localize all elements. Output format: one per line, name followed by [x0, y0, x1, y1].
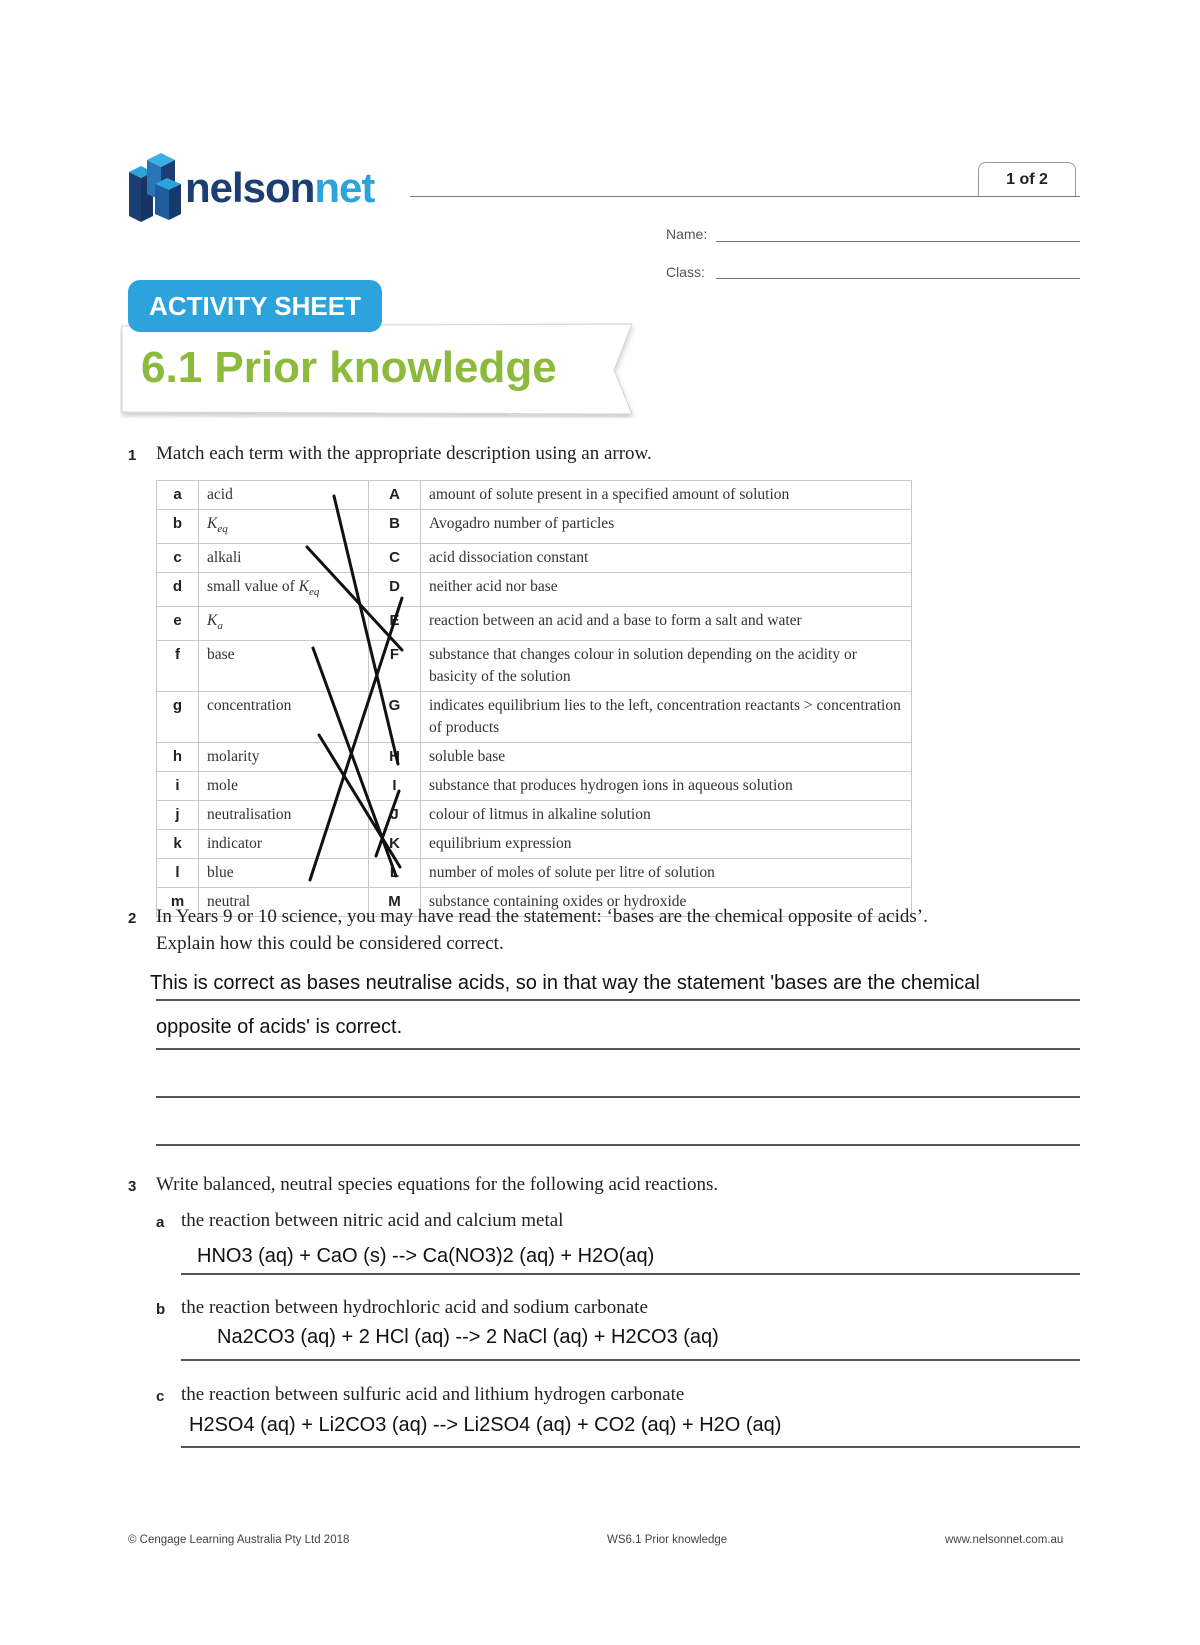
- term-letter: m: [157, 888, 199, 917]
- description-text: Avogadro number of particles: [421, 510, 912, 544]
- description-letter: L: [369, 859, 421, 888]
- match-row: [157, 830, 912, 859]
- term-text: [199, 573, 369, 607]
- term-label: alkali: [207, 549, 242, 567]
- term-text: [199, 859, 369, 888]
- description-text: number of moles of solute per litre of solution: [421, 859, 912, 888]
- class-label: Class:: [666, 264, 705, 280]
- answer-line: [181, 1273, 1080, 1275]
- description-letter: C: [369, 544, 421, 573]
- description-text: soluble base: [421, 743, 912, 772]
- term-label: K: [207, 515, 218, 532]
- term-label: acid: [207, 486, 233, 503]
- match-row: [157, 573, 912, 607]
- match-row: [157, 544, 912, 573]
- term-letter: b: [157, 510, 199, 544]
- logo-text-part1: nelson: [185, 164, 315, 211]
- answer-line: [156, 1096, 1080, 1098]
- q3c-answer[interactable]: H2SO4 (aq) + Li2CO3 (aq) --> Li2SO4 (aq) + CO2 (aq) + H2O (aq): [189, 1414, 782, 1436]
- description-text: neither acid nor base: [421, 573, 912, 607]
- term-label: neutralisation: [207, 806, 292, 824]
- term-label: concentration: [207, 697, 292, 715]
- description-letter: J: [369, 801, 421, 830]
- class-field[interactable]: [716, 278, 1080, 279]
- term-subscript: a: [217, 620, 223, 633]
- match-row: [157, 859, 912, 888]
- description-text: reaction between an acid and a base to form a salt and water: [421, 607, 912, 641]
- q3a-letter: a: [156, 1214, 165, 1231]
- match-row: [157, 481, 912, 510]
- match-row: [157, 607, 912, 641]
- answer-line: [156, 1144, 1080, 1146]
- term-text: [199, 801, 369, 830]
- match-row: [157, 641, 912, 692]
- footer-website-link[interactable]: www.nelsonnet.com.au: [945, 1534, 1064, 1546]
- description-text: equilibrium expression: [421, 830, 912, 859]
- q3b-answer[interactable]: Na2CO3 (aq) + 2 HCl (aq) --> 2 NaCl (aq) + H2CO3 (aq): [217, 1326, 719, 1348]
- term-label: indicator: [207, 835, 263, 853]
- term-label: base: [207, 646, 235, 664]
- match-row: [157, 772, 912, 801]
- term-text: [199, 692, 369, 743]
- term-label: K: [207, 612, 218, 630]
- term-letter: c: [157, 544, 199, 573]
- answer-line: [156, 999, 1080, 1001]
- q2-number: 2: [128, 910, 137, 927]
- q3b-prompt: the reaction between hydrochloric acid and sodium carbonate: [181, 1297, 648, 1318]
- match-row: [157, 510, 912, 544]
- logo-text-part2: net: [314, 164, 375, 211]
- term-letter: a: [157, 481, 199, 510]
- description-text: substance containing oxides or hydroxide: [421, 888, 912, 917]
- description-letter: E: [369, 607, 421, 641]
- nelsonnet-logo-text: [185, 166, 374, 210]
- term-text: [199, 641, 369, 692]
- matching-table: [156, 480, 912, 917]
- description-text: indicates equilibrium lies to the left, concentration reactants > concentration of products: [421, 692, 912, 743]
- description-text: amount of solute present in a specified amount of solution: [421, 481, 912, 510]
- term-text: [199, 481, 369, 510]
- description-letter: K: [369, 830, 421, 859]
- description-text: acid dissociation constant: [421, 544, 912, 573]
- term-letter: g: [157, 692, 199, 743]
- nelsonnet-logo-icon: [127, 150, 183, 222]
- q1-number: 1: [128, 447, 137, 464]
- header-rule: [410, 196, 1080, 197]
- term-label: neutral: [207, 893, 251, 911]
- description-text: substance that produces hydrogen ions in aqueous solution: [421, 772, 912, 801]
- term-text: [199, 607, 369, 641]
- description-letter: G: [369, 692, 421, 743]
- match-row: [157, 743, 912, 772]
- term-text: [199, 830, 369, 859]
- term-letter: f: [157, 641, 199, 692]
- term-letter: j: [157, 801, 199, 830]
- answer-line: [181, 1446, 1080, 1448]
- q3b-letter: b: [156, 1301, 166, 1318]
- q3a-answer[interactable]: HNO3 (aq) + CaO (s) --> Ca(NO3)2 (aq) + H2O(aq): [197, 1245, 655, 1267]
- term-letter: h: [157, 743, 199, 772]
- term-text: [199, 743, 369, 772]
- term-letter: d: [157, 573, 199, 607]
- term-letter: i: [157, 772, 199, 801]
- term-subscript: eq: [217, 523, 228, 536]
- page-title: 6.1 Prior knowledge: [141, 343, 557, 392]
- footer-copyright: © Cengage Learning Australia Pty Ltd 2018: [128, 1534, 350, 1546]
- activity-sheet-label: ACTIVITY SHEET: [128, 280, 382, 332]
- q3-number: 3: [128, 1178, 137, 1195]
- term-letter: l: [157, 859, 199, 888]
- match-row: [157, 801, 912, 830]
- q3c-letter: c: [156, 1388, 165, 1405]
- q3a-prompt: the reaction between nitric acid and calcium metal: [181, 1210, 564, 1231]
- q1-text: Match each term with the appropriate description using an arrow.: [156, 443, 652, 464]
- term-letter: k: [157, 830, 199, 859]
- q2-answer-line1[interactable]: This is correct as bases neutralise acids, so in that way the statement 'bases are the chemical: [150, 972, 980, 994]
- q2-text-line2: Explain how this could be considered correct.: [156, 933, 504, 954]
- answer-line: [181, 1359, 1080, 1361]
- term-text: [199, 772, 369, 801]
- q2-text-line1: In Years 9 or 10 science, you may have read the statement: ‘bases are the chemical opposite of acids’.: [156, 906, 928, 927]
- term-label: blue: [207, 864, 234, 882]
- description-letter: A: [369, 481, 421, 510]
- term-text: [199, 510, 369, 544]
- description-letter: D: [369, 573, 421, 607]
- description-letter: B: [369, 510, 421, 544]
- description-text: substance that changes colour in solution depending on the acidity or basicity of the solution: [421, 641, 912, 692]
- q3c-prompt: the reaction between sulfuric acid and lithium hydrogen carbonate: [181, 1384, 685, 1405]
- page-indicator: 1 of 2: [978, 162, 1076, 196]
- description-letter: I: [369, 772, 421, 801]
- name-label: Name:: [666, 226, 708, 242]
- description-letter: M: [369, 888, 421, 917]
- footer-worksheet-name: WS6.1 Prior knowledge: [607, 1534, 728, 1546]
- description-letter: H: [369, 743, 421, 772]
- term-label: small value of K: [207, 578, 310, 596]
- term-letter: e: [157, 607, 199, 641]
- term-label: molarity: [207, 748, 260, 766]
- term-label: mole: [207, 777, 238, 795]
- term-text: [199, 544, 369, 573]
- term-subscript: eq: [309, 586, 320, 599]
- q3-text: Write balanced, neutral species equations for the following acid reactions.: [156, 1174, 719, 1195]
- match-row: [157, 692, 912, 743]
- answer-line: [156, 1048, 1080, 1050]
- description-letter: F: [369, 641, 421, 692]
- q2-answer-line2[interactable]: opposite of acids' is correct.: [156, 1016, 403, 1038]
- description-text: colour of litmus in alkaline solution: [421, 801, 912, 830]
- name-field[interactable]: [716, 241, 1080, 242]
